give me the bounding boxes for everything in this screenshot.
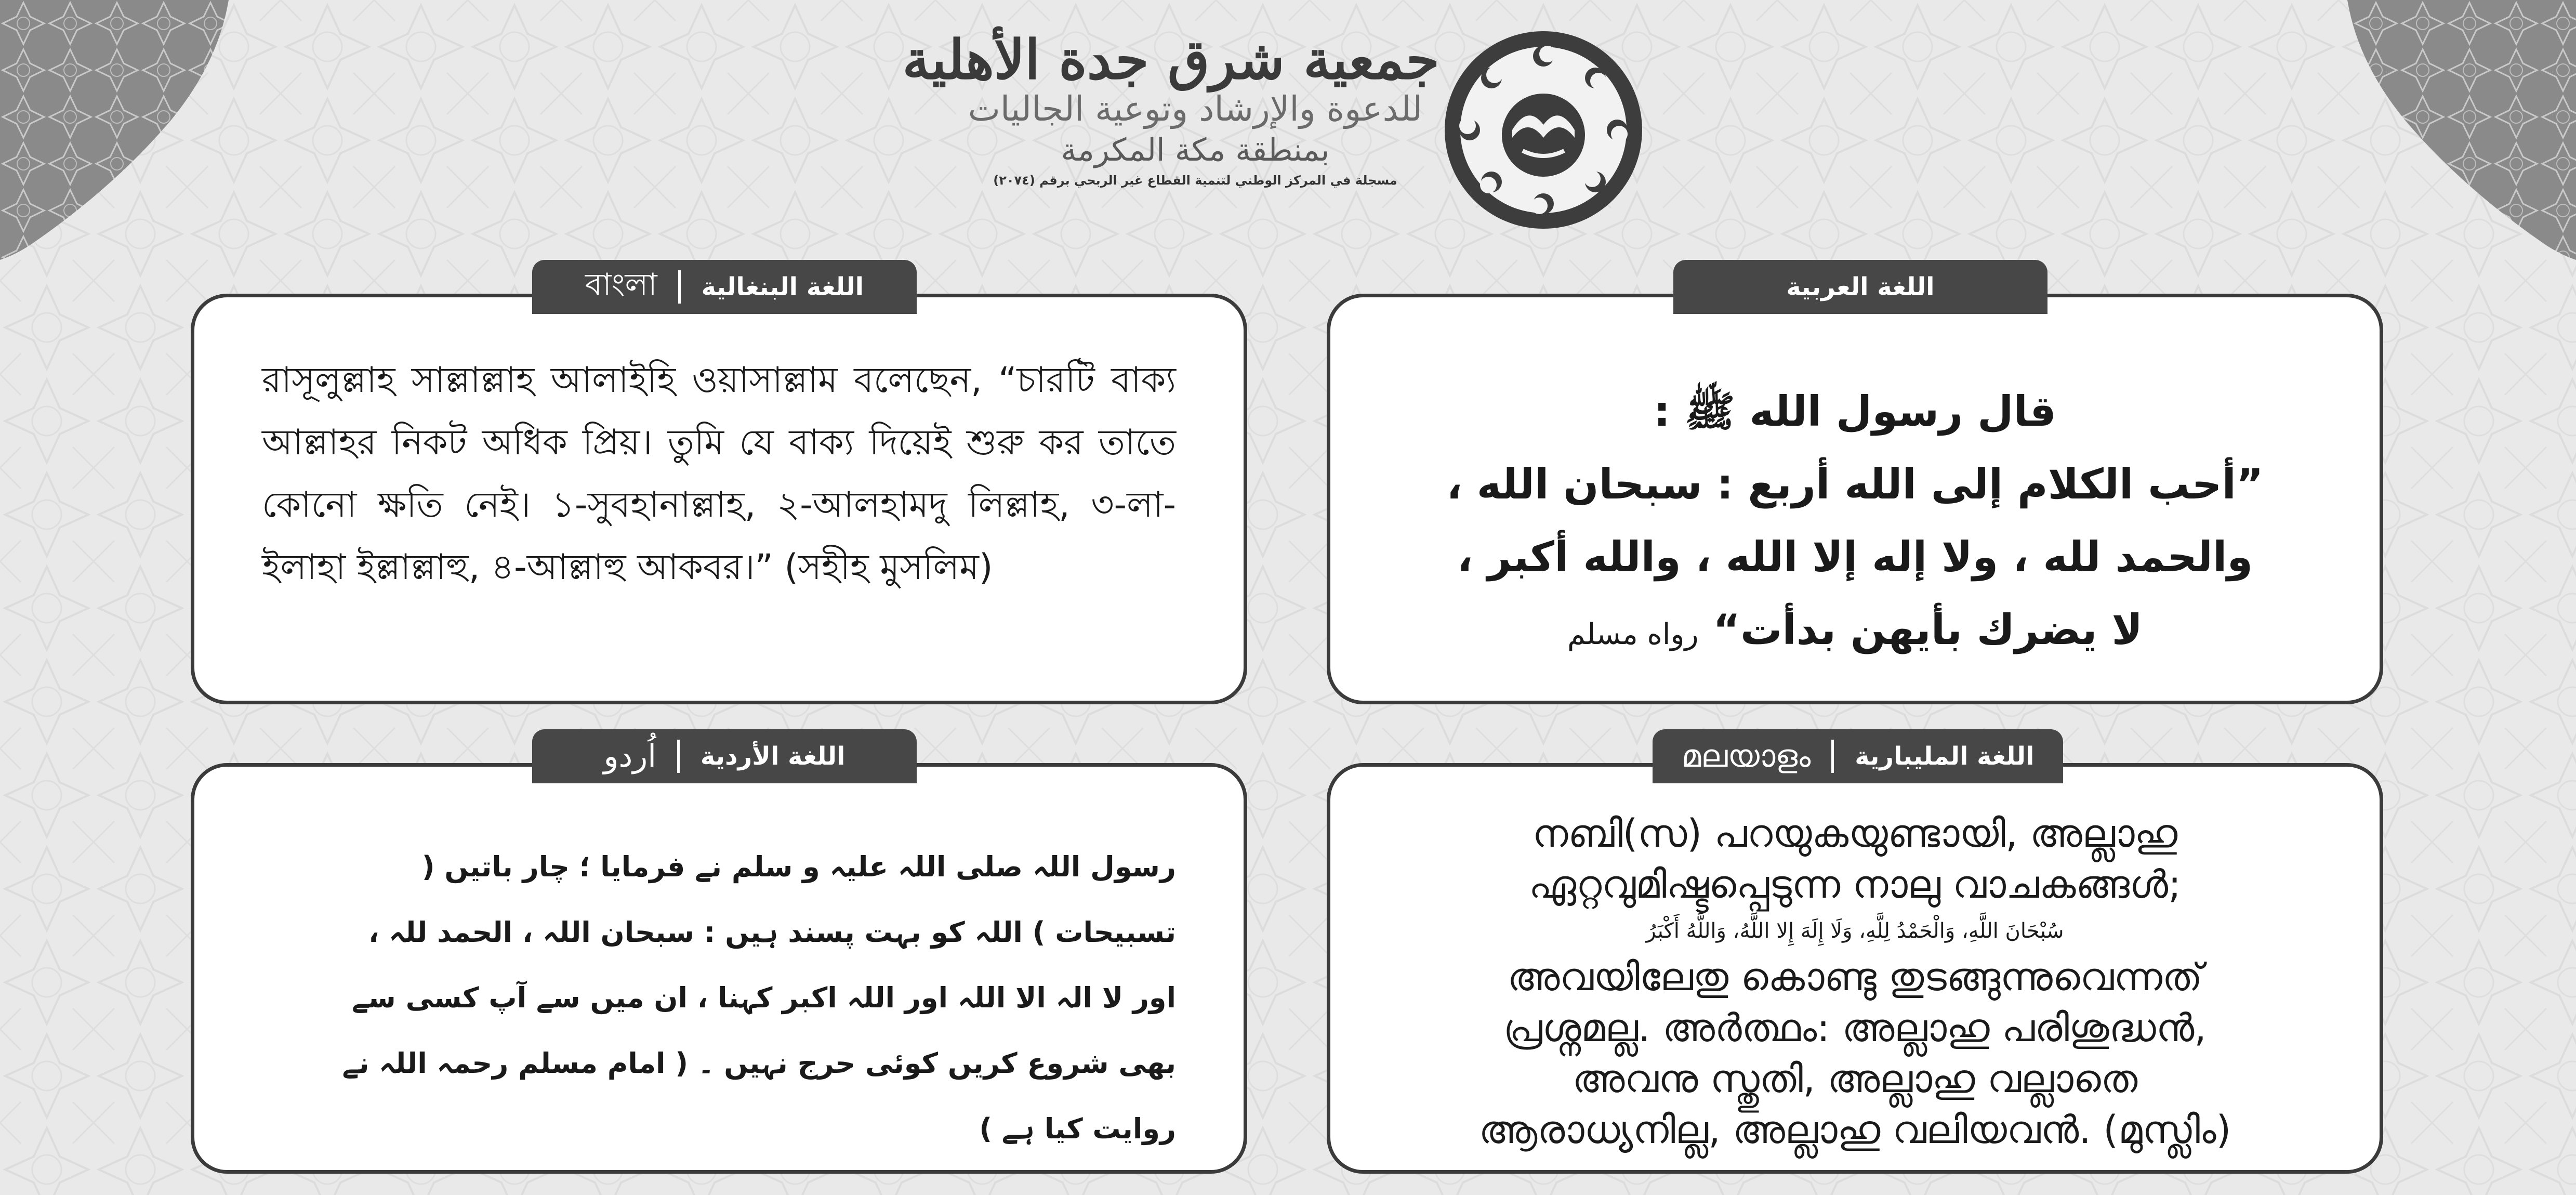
corner-ornament-right — [2306, 0, 2576, 270]
registration-note: مسجلة في المركز الوطني لتنمية القطاع غير الربحي برقم (٢٠٧٤) — [993, 173, 1397, 188]
urdu-line-3: اور لا الہ الا اللہ اور اللہ اکبر کہنا ، ان میں سے آپ کسی سے — [352, 981, 1176, 1014]
tab-label-bengali-native: বাংলা — [585, 267, 657, 303]
organization-region: بمنطقة مكة المكرمة — [1061, 132, 1330, 168]
arabic-line-4 — [1398, 594, 2312, 671]
malayalam-line-2: ഏറ്റവുമിഷ്ടപ്പെടുന്ന നാലു വാചകങ്ങൾ; — [1528, 862, 2182, 907]
tab-separator — [1831, 740, 1834, 773]
malayalam-line-1: നബി(സ) പറയുകയുണ്ടായി, അല്ലാഹു — [1532, 811, 2178, 856]
malayalam-line-3: അവയിലേതു കൊണ്ടു തുടങ്ങുന്നുവെന്നത് — [1507, 955, 2203, 1000]
header — [902, 21, 1647, 265]
malayalam-line-5: അവനു സ്തുതി, അല്ലാഹു വല്ലാതെ — [1572, 1057, 2138, 1101]
tab-urdu — [532, 729, 917, 783]
arabic-reference: رواه مسلم — [1567, 618, 1699, 651]
tab-label-malayalam-arabic: اللغة المليبارية — [1855, 742, 2035, 771]
arabic-line-2: ”أحب الكلام إلى الله أربع : سبحان الله ، — [1446, 460, 2264, 508]
tab-separator — [677, 740, 680, 773]
arabic-line-3: والحمد لله ، ولا إله إلا الله ، والله أكبر ، — [1457, 533, 2253, 581]
organization-name: جمعية شرق جدة الأهلية — [902, 28, 1439, 91]
card-bengali — [191, 267, 1247, 704]
urdu-line-1: رسول اللہ صلی اللہ علیہ و سلم نے فرمایا ؛ چار باتیں ( — [421, 850, 1176, 883]
malayalam-arabic-dhikr: سُبْحَانَ اللَّهِ، وَالْحَمْدُ لِلَّهِ، وَلَا إِلَهَ إِلا اللَّهُ، وَاللَّهُ أَكْبَرُ — [1646, 919, 2064, 943]
corner-ornament-left — [0, 0, 270, 270]
tab-label-urdu-arabic: اللغة الأردية — [700, 742, 846, 771]
malayalam-hadith-text — [1398, 808, 2312, 1155]
card-urdu — [191, 738, 1247, 1174]
tab-separator — [678, 270, 681, 304]
arabic-hadith-text — [1398, 375, 2312, 671]
urdu-line-4: بھی شروع کریں کوئی حرج نہیں ۔ ( امام مسلم رحمہ اللہ نے — [342, 1047, 1176, 1080]
urdu-line-2: تسبیحات ) اللہ کو بہت پسند ہیں : سبحان اللہ ، الحمد للہ ، — [368, 916, 1176, 949]
bengali-hadith-text — [262, 349, 1176, 599]
malayalam-line-4: പ്രശ്നമല്ല. അർത്ഥം: അല്ലാഹു പരിശുദ്ധൻ, — [1503, 1006, 2207, 1050]
arabic-line-1: قال رسول الله ﷺ : — [1654, 387, 2056, 436]
tab-label-urdu-native: اُردو — [603, 738, 656, 774]
tab-arabic — [1673, 260, 2047, 314]
malayalam-line-6: ആരാധ്യനില്ല, അല്ലാഹു വലിയവൻ. (മുസ്ലിം) — [1478, 1108, 2231, 1152]
tab-bengali — [532, 260, 917, 314]
organization-subtitle: للدعوة والإرشاد وتوعية الجاليات — [968, 89, 1423, 129]
arabic-line-4-text: لا يضرك بأيهن بدأت“ — [1713, 606, 2143, 654]
bengali-paragraph: রাসূলুল্লাহ সাল্লাল্লাহ আলাইহি ওয়াসাল্লাম বলেছেন, “চারটি বাক্য আল্লাহর নিকট অধিক প্রিয়। তুমি যে বাক্য দিয়েই শুরু কর তাতে কোনো ক্ষতি নেই। ১-সুবহানাল্লাহ, ২-আলহামদু লিল্লাহ, ৩-লা-ইলাহা ইল্লাল্লাহু, ৪-আল্লাহু আকবর।” (সহীহ মুসলিম) — [262, 360, 1176, 588]
tab-label-arabic: اللغة العربية — [1786, 272, 1935, 301]
organization-name-block — [902, 28, 1439, 188]
card-arabic — [1327, 272, 2383, 704]
urdu-hadith-text — [262, 834, 1176, 1162]
tab-malayalam — [1653, 729, 2063, 783]
card-malayalam — [1327, 738, 2383, 1174]
urdu-line-5: روایت کیا ہے ) — [979, 1112, 1176, 1145]
tab-label-bengali-arabic: اللغة البنغالية — [701, 272, 864, 301]
tab-label-malayalam-native: മലയാളം — [1681, 738, 1811, 774]
organization-logo — [1439, 26, 1647, 234]
